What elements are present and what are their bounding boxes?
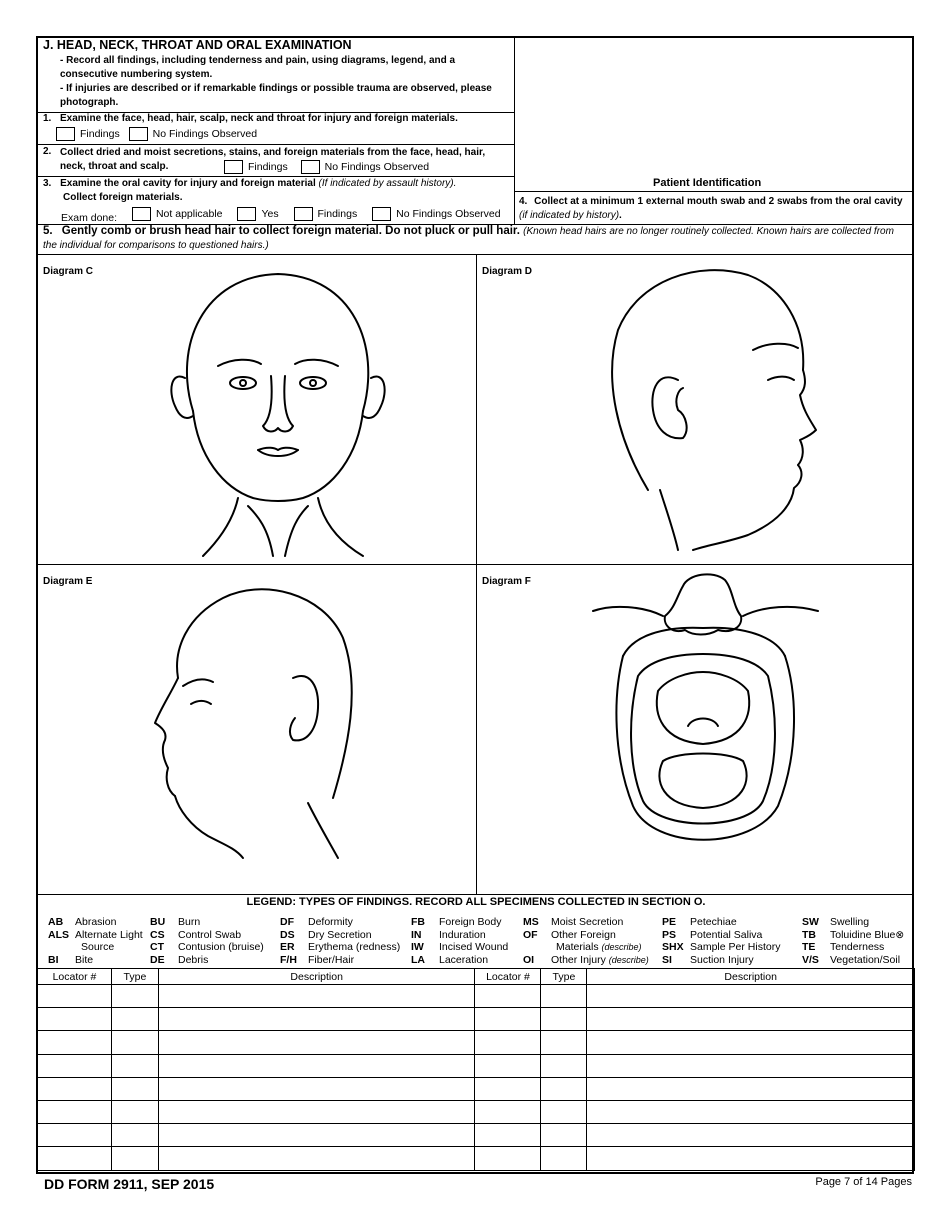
- item1-findings-checkbox[interactable]: [56, 127, 75, 141]
- type-cell[interactable]: [111, 1100, 158, 1123]
- diagram-f-label: Diagram F: [482, 576, 531, 587]
- item1-number: 1.: [43, 113, 52, 124]
- type-cell[interactable]: [541, 1008, 587, 1031]
- type-cell[interactable]: [541, 1124, 587, 1147]
- type-cell[interactable]: [111, 1147, 158, 1170]
- item1-findings-label: Findings: [80, 128, 120, 140]
- item2-options: [224, 160, 433, 177]
- diagram-d-label: Diagram D: [482, 266, 533, 277]
- header-type-1: Type: [111, 969, 158, 985]
- table-row: [38, 1077, 915, 1100]
- diagram-c-front-face[interactable]: [163, 266, 393, 556]
- locator-cell[interactable]: [38, 1100, 112, 1123]
- table-row: [38, 985, 915, 1008]
- instruction-1: - Record all findings, including tenderness and pain, using diagrams, legend, and a consecutive numbering system.: [60, 55, 456, 80]
- item1-options: [56, 127, 261, 144]
- locator-cell[interactable]: [475, 985, 541, 1008]
- item3-options: [61, 207, 505, 224]
- item4-text: Collect at a minimum 1 external mouth swab and 2 swabs from the oral cavity: [534, 196, 903, 207]
- table-row: [38, 1147, 915, 1170]
- item2-findings-label: Findings: [248, 161, 288, 173]
- item2-text: Collect dried and moist secretions, stains, and foreign materials from the face, head, hair, neck, throat and scalp.: [60, 147, 486, 172]
- table-row: [38, 1031, 915, 1054]
- description-cell[interactable]: [158, 985, 475, 1008]
- type-cell[interactable]: [541, 1077, 587, 1100]
- item4-note: (if indicated by history): [519, 209, 620, 221]
- legend-col-5: MS Moist Secretion OF Other Foreign Materials (describe) OI Other Injury (describe): [523, 916, 649, 966]
- findings-table: [37, 968, 915, 1171]
- type-cell[interactable]: [541, 1031, 587, 1054]
- type-cell[interactable]: [541, 985, 587, 1008]
- table-row: [38, 1124, 915, 1147]
- description-cell[interactable]: [158, 1124, 475, 1147]
- locator-cell[interactable]: [475, 1054, 541, 1077]
- description-cell[interactable]: [587, 1054, 915, 1077]
- item2-number: 2.: [43, 146, 52, 157]
- locator-cell[interactable]: [475, 1147, 541, 1170]
- item1-no-findings-checkbox[interactable]: [129, 127, 148, 141]
- description-cell[interactable]: [158, 1147, 475, 1170]
- description-cell[interactable]: [587, 1008, 915, 1031]
- legend-col-6: PE Petechiae PS Potential Saliva SHX Sample Per History SI Suction Injury: [662, 916, 781, 966]
- type-cell[interactable]: [111, 1124, 158, 1147]
- item3-no-findings-label: No Findings Observed: [396, 208, 501, 220]
- item5-block: [43, 225, 909, 252]
- item3-yes-label: Yes: [261, 208, 279, 220]
- description-cell[interactable]: [587, 1147, 915, 1170]
- section-title: J. HEAD, NECK, THROAT AND ORAL EXAMINATION: [43, 38, 352, 52]
- legend-col-7: SW Swelling TB Toluidine Blue⊗ TE Tenderness V/S Vegetation/Soil: [802, 916, 905, 966]
- description-cell[interactable]: [587, 1077, 915, 1100]
- description-cell[interactable]: [587, 1100, 915, 1123]
- description-cell[interactable]: [158, 1054, 475, 1077]
- item2-no-findings-checkbox[interactable]: [301, 160, 320, 174]
- item3-no-findings-checkbox[interactable]: [372, 207, 391, 221]
- locator-cell[interactable]: [475, 1031, 541, 1054]
- item4-number: 4.: [519, 196, 528, 207]
- item3-findings-label: Findings: [317, 208, 358, 220]
- item5-note: (Known head hairs are no longer routinely collected. Known hairs are collected from the individual for comparisons to questioned hairs.): [43, 226, 894, 251]
- type-cell[interactable]: [541, 1147, 587, 1170]
- locator-cell[interactable]: [38, 1008, 112, 1031]
- locator-cell[interactable]: [475, 1077, 541, 1100]
- type-cell[interactable]: [111, 985, 158, 1008]
- item4-end: .: [619, 209, 622, 221]
- table-row: [38, 1100, 915, 1123]
- description-cell[interactable]: [158, 1031, 475, 1054]
- header-description-2: Description: [587, 969, 915, 985]
- locator-cell[interactable]: [38, 1077, 112, 1100]
- header-type-2: Type: [541, 969, 587, 985]
- table-row: [38, 1054, 915, 1077]
- diagram-e-label: Diagram E: [43, 576, 93, 587]
- description-cell[interactable]: [158, 1100, 475, 1123]
- description-cell[interactable]: [587, 1124, 915, 1147]
- legend-col-1: AB Abrasion ALS Alternate Light Source BI Bite: [48, 916, 143, 966]
- header-locator-2: Locator #: [475, 969, 541, 985]
- diagram-f-oral-cavity[interactable]: [593, 566, 823, 866]
- item2-findings-checkbox[interactable]: [224, 160, 243, 174]
- legend-col-3: DF Deformity DS Dry Secretion ER Erythema (redness) F/H Fiber/Hair: [280, 916, 401, 966]
- locator-cell[interactable]: [38, 985, 112, 1008]
- instruction-2: - If injuries are described or if remarkable findings or possible trauma are observed, please photograph.: [60, 83, 492, 108]
- diagram-d-right-profile[interactable]: [578, 260, 818, 550]
- header-locator-1: Locator #: [38, 969, 112, 985]
- item4-block: [519, 195, 909, 222]
- legend-col-2: BU Burn CS Control Swab CT Contusion (bruise) DE Debris: [150, 916, 264, 966]
- locator-cell[interactable]: [38, 1031, 112, 1054]
- description-cell[interactable]: [587, 1031, 915, 1054]
- locator-cell[interactable]: [38, 1054, 112, 1077]
- item3-text: Examine the oral cavity for injury and foreign material: [60, 178, 316, 189]
- form-page: [36, 36, 914, 1174]
- locator-cell[interactable]: [38, 1124, 112, 1147]
- item3-not-applicable-label: Not applicable: [155, 208, 223, 220]
- locator-cell[interactable]: [475, 1100, 541, 1123]
- page-number: Page 7 of 14 Pages: [815, 1176, 912, 1188]
- type-cell[interactable]: [111, 1077, 158, 1100]
- locator-cell[interactable]: [475, 1124, 541, 1147]
- diagram-e-left-profile[interactable]: [143, 578, 383, 858]
- item1-no-findings-label: No Findings Observed: [152, 128, 258, 140]
- form-identifier: DD FORM 2911, SEP 2015: [44, 1176, 215, 1192]
- item3-not-applicable-checkbox[interactable]: [132, 207, 151, 221]
- item3-findings-checkbox[interactable]: [294, 207, 313, 221]
- table-row: [38, 1008, 915, 1031]
- item5-text: Gently comb or brush head hair to collect foreign material. Do not pluck or pull hair.: [61, 225, 520, 237]
- header-description-1: Description: [158, 969, 475, 985]
- item3-note: (If indicated by assault history).: [318, 178, 457, 189]
- locator-cell[interactable]: [475, 1008, 541, 1031]
- item2-no-findings-label: No Findings Observed: [324, 161, 430, 173]
- item3-number: 3.: [43, 178, 52, 189]
- type-cell[interactable]: [111, 1031, 158, 1054]
- item5-number: 5.: [43, 225, 53, 237]
- description-cell[interactable]: [587, 985, 915, 1008]
- item3-text2: Collect foreign materials.: [63, 192, 183, 203]
- legend-title: LEGEND: TYPES OF FINDINGS. RECORD ALL SPECIMENS COLLECTED IN SECTION O.: [246, 896, 706, 908]
- exam-done-label: Exam done:: [61, 212, 118, 224]
- type-cell[interactable]: [111, 1008, 158, 1031]
- legend-col-4: FB Foreign Body IN Induration IW Incised Wound LA Laceration: [411, 916, 509, 966]
- table-header-row: [38, 969, 915, 985]
- item3-yes-checkbox[interactable]: [237, 207, 256, 221]
- description-cell[interactable]: [158, 1008, 475, 1031]
- item3-row: [43, 178, 456, 189]
- description-cell[interactable]: [158, 1077, 475, 1100]
- type-cell[interactable]: [541, 1054, 587, 1077]
- item1-text: Examine the face, head, hair, scalp, neck and throat for injury and foreign materials.: [60, 113, 458, 124]
- type-cell[interactable]: [111, 1054, 158, 1077]
- diagram-c-label: Diagram C: [43, 266, 94, 277]
- locator-cell[interactable]: [38, 1147, 112, 1170]
- type-cell[interactable]: [541, 1100, 587, 1123]
- patient-id-label: Patient Identification: [653, 177, 762, 189]
